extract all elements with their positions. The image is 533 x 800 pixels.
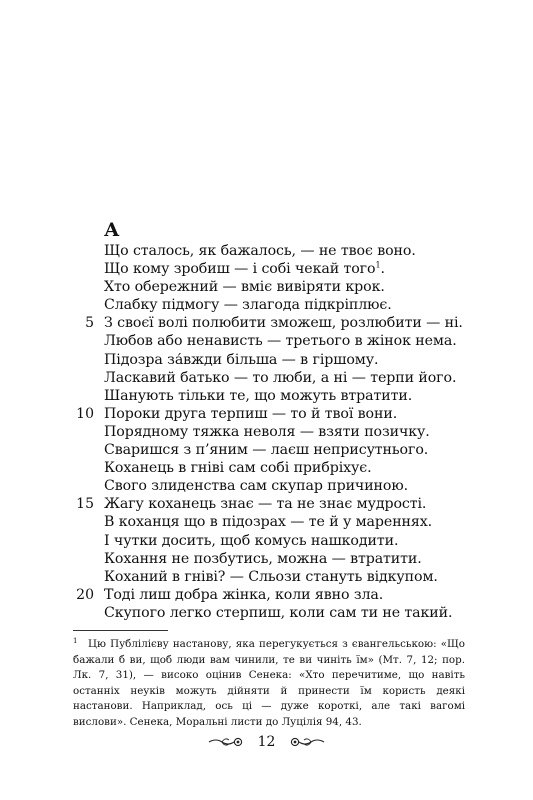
verse-text-body: Кохання не позбутись, можна — втратити. [104,550,422,567]
verse-line [0,351,533,369]
verse-line [0,586,533,604]
verse-line [0,550,533,568]
footnote-reference[interactable]: 1 [375,260,381,270]
verse-line [0,604,533,622]
verse-line [0,242,533,260]
verse-line [0,296,533,314]
verse-text [104,387,412,405]
verse-text-body: Сваришся з п’яним — лаєш неприсутнього. [104,442,429,459]
verse-text-body: Слабку підмогу — злагода підкріплює. [104,297,392,314]
verse-text [104,332,457,350]
verse-text [104,278,385,296]
verse-line [0,459,533,477]
verse-text [104,260,385,278]
verse-text-body: Тоді лиш добра жінка, коли явно зла. [104,586,384,603]
verse-line [0,369,533,387]
line-number: 10 [76,405,94,422]
verse-text [104,441,428,459]
verse-text-body: Скупого легко стерпиш, коли сам ти не такий. [104,604,453,621]
verse-line [0,387,533,405]
verse-text [104,586,383,604]
verse-line [0,441,533,459]
verse-text-body: Любов або ненависть — третього в жінок нема. [104,333,457,350]
page-number: 12 [257,734,276,750]
verse-line [0,405,533,423]
verse-text-body: Що кому зробиш — і собі чекай того [104,261,376,278]
verse-line [0,278,533,296]
verse-text [104,513,432,531]
verse-text-body: З своєї волі полюбити зможеш, розлюбити — ні. [104,315,463,332]
verse-text [104,296,392,314]
verse-text-body: Хто обережний — вміє вивіряти крок. [104,279,385,296]
verse-text [104,477,408,495]
verse-text-body: Підозра за́вжди більша — в гіршому. [104,351,379,368]
verse-line [0,495,533,513]
scroll-ornament-right-icon [289,735,325,749]
verse-text [104,550,422,568]
line-number: 15 [76,496,94,513]
verse-text [104,314,463,332]
page-footer [0,730,533,754]
verse-line [0,568,533,586]
verse-text-body: Порядному тяжка неволя — взяти позичку. [104,423,430,440]
verse-text-body: Ласкавий батько — то люби, а ні — терпи його. [104,369,457,386]
line-number: 5 [85,315,94,332]
verse-line [0,423,533,441]
verse-text [104,369,456,387]
verse-text-body: Пороки друга терпиш — то й твої вони. [104,405,398,422]
verse-text [104,532,398,550]
verse-text-body: Жагу коханець знає — та не знає мудрості. [104,496,427,513]
verse-text [104,604,452,622]
verse-line [0,513,533,531]
verse-line [0,532,533,550]
verse-text-body: Коханий в гніві? — Сльози стануть відкупом. [104,568,438,585]
verse-text [104,351,378,369]
verse-text-body: Шанують тільки те, що можуть втратити. [104,387,413,404]
verse-text [104,405,397,423]
verse-text [104,568,438,586]
verse-line [0,477,533,495]
verse-line [0,332,533,350]
verse-list [0,242,533,622]
verse-text [104,242,416,260]
section-heading-letter: А [104,219,120,241]
verse-text-body: В коханця що в підозрах — те й у мареннях. [104,514,433,531]
verse-text-body: Коханець в гніві сам собі прибріхує. [104,460,372,477]
scroll-ornament-left-icon [208,735,244,749]
line-number: 20 [76,586,94,603]
verse-text [104,495,426,513]
verse-line [0,314,533,332]
footnote-divider [73,630,168,631]
verse-text-body: І чутки досить, щоб комусь нашкодити. [104,532,399,549]
footnote: 1 Цю Публілієву настанову, яка перегукується з євангельською: «Що бажали б ви, щоб люди вам чинили, те ви чиніть їм» (Мт. 7, 12; пор. Лк. 7, 31), — високо оцінив Сенека: «Хто перечитиме, що навіть останніх неуків можуть дійняти й принести їм користь деякі настанови. Наприклад, ось ці — дуже короткі, але такі вагомі вислови». Сенека, Моральні листи до Луцілія 94, 43. [73,636,465,728]
verse-text-body: Що сталось, як бажалось, — не твоє воно. [104,243,416,259]
verse-text [104,459,372,477]
footnote-text: Цю Публілієву настанову, яка перегукується з євангельською: «Що бажали б ви, щоб люди вам чинили, те ви чиніть їм» (Мт. 7, 12; пор. Лк. 7, 31), — високо оцінив Сенека: «Хто перечитиме, що навіть останніх неуків можуть дійняти й принести їм користь деякі настанови. Наприклад, ось ці — дуже короткі, але такі вагомі вислови». Сенека, Моральні листи до Луцілія 94, 43. [73,638,465,728]
verse-line [0,260,533,278]
verse-punctuation: . [380,261,385,278]
verse-text-body: Свого злиденства сам скупар причиною. [104,478,409,495]
verse-text [104,423,430,441]
